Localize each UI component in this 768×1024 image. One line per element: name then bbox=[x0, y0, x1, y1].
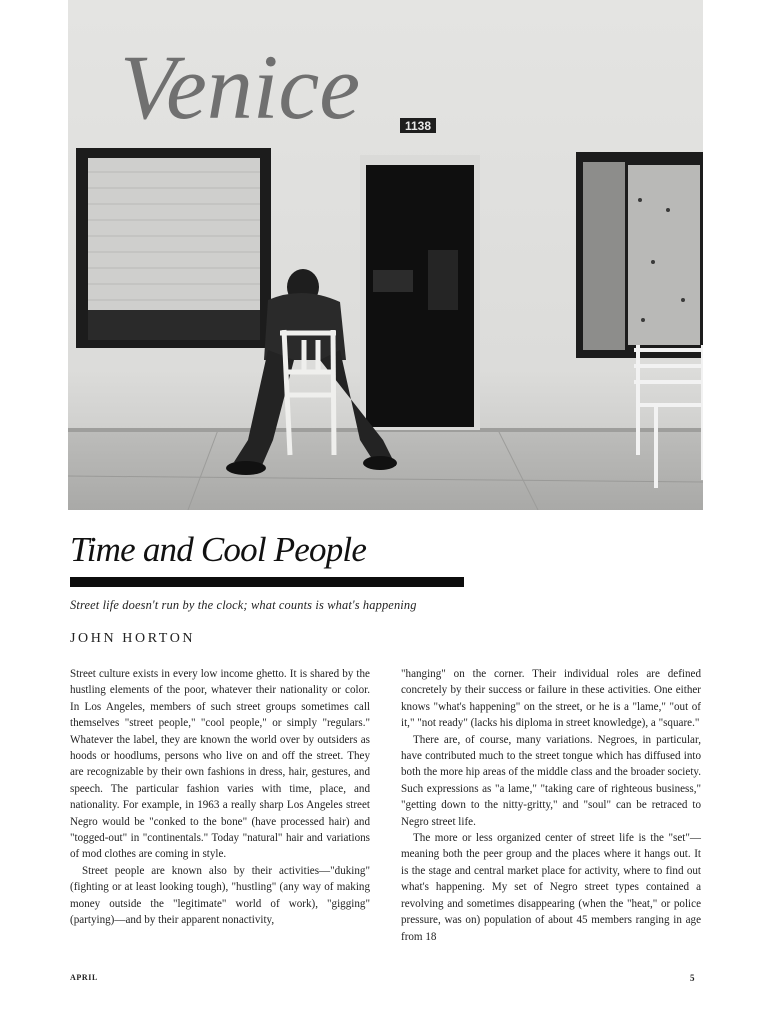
paragraph: Street culture exists in every low income ghetto. It is shared by the hustling elements of the poor, whatever their nationality or color. In Los Angeles, members of such street groups sometimes call themselves "street people," "cool people," or simply "regulars." Whatever the label, they are known the world over by outsiders as hoods or hoodlums, persons who live on and off the street. They are recognizable by their own fashions in dress, hair, gestures, and speech. The particular fashion varies with time, place, and nationality. For example, in 1963 a really sharp Los Angeles street Negro would be "conked to the bone" (have processed hair) and "togged-out" in "continentals." Today "natural" hair and variations of mod clothes are coming in style. bbox=[70, 668, 370, 861]
body-column-right bbox=[401, 666, 701, 945]
left-window-blind bbox=[88, 158, 260, 310]
body-column-left bbox=[70, 666, 370, 929]
article-title: Time and Cool People bbox=[70, 530, 367, 569]
article-author: JOHN HORTON bbox=[70, 631, 196, 646]
paragraph: Street people are known also by their activities—"duking" (fighting or at least looking tough), "hustling" (any way of making money outside the "legitimate" world of work), "gigging" (partying)—and by their apparent nonactivity, bbox=[70, 864, 370, 927]
paragraph: The more or less organized center of street life is the "set"—meaning both the peer group and the places where it hangs out. It is the stage and central market place for activity, where to find out what's happening. My set of Negro street types contained a revolving and sometimes disappearing (when the "heat," or police pressure, was on) population of about 45 members ranging in age from 18 bbox=[401, 832, 701, 943]
title-rule bbox=[70, 577, 464, 587]
address-number: 1138 bbox=[404, 119, 432, 133]
paragraph: There are, of course, many variations. Negroes, in particular, have contributed much to the street tongue which has diffused into both the more hip areas of the middle class and the broader society. Such expressions as "a lame," "taking care of righteous business," "getting down to the nitty-gritty," and "soul" can be retraced to Negro street life. bbox=[401, 733, 701, 828]
footer-month: APRIL bbox=[70, 973, 98, 982]
article-photo bbox=[68, 0, 703, 510]
article-subtitle: Street life doesn't run by the clock; what counts is what's happening bbox=[70, 598, 417, 612]
venice-sign: Venice bbox=[120, 36, 361, 138]
paragraph: "hanging" on the corner. Their individual roles are defined concretely by their success or failure in these activities. One either knows "what's happening" on the street, or he is a "lame," "out of it," "not ready" (lacks his diploma in street knowledge), a "square." bbox=[401, 668, 701, 730]
board-left bbox=[583, 162, 625, 350]
page-number: 5 bbox=[690, 973, 695, 983]
board-right bbox=[628, 165, 700, 345]
